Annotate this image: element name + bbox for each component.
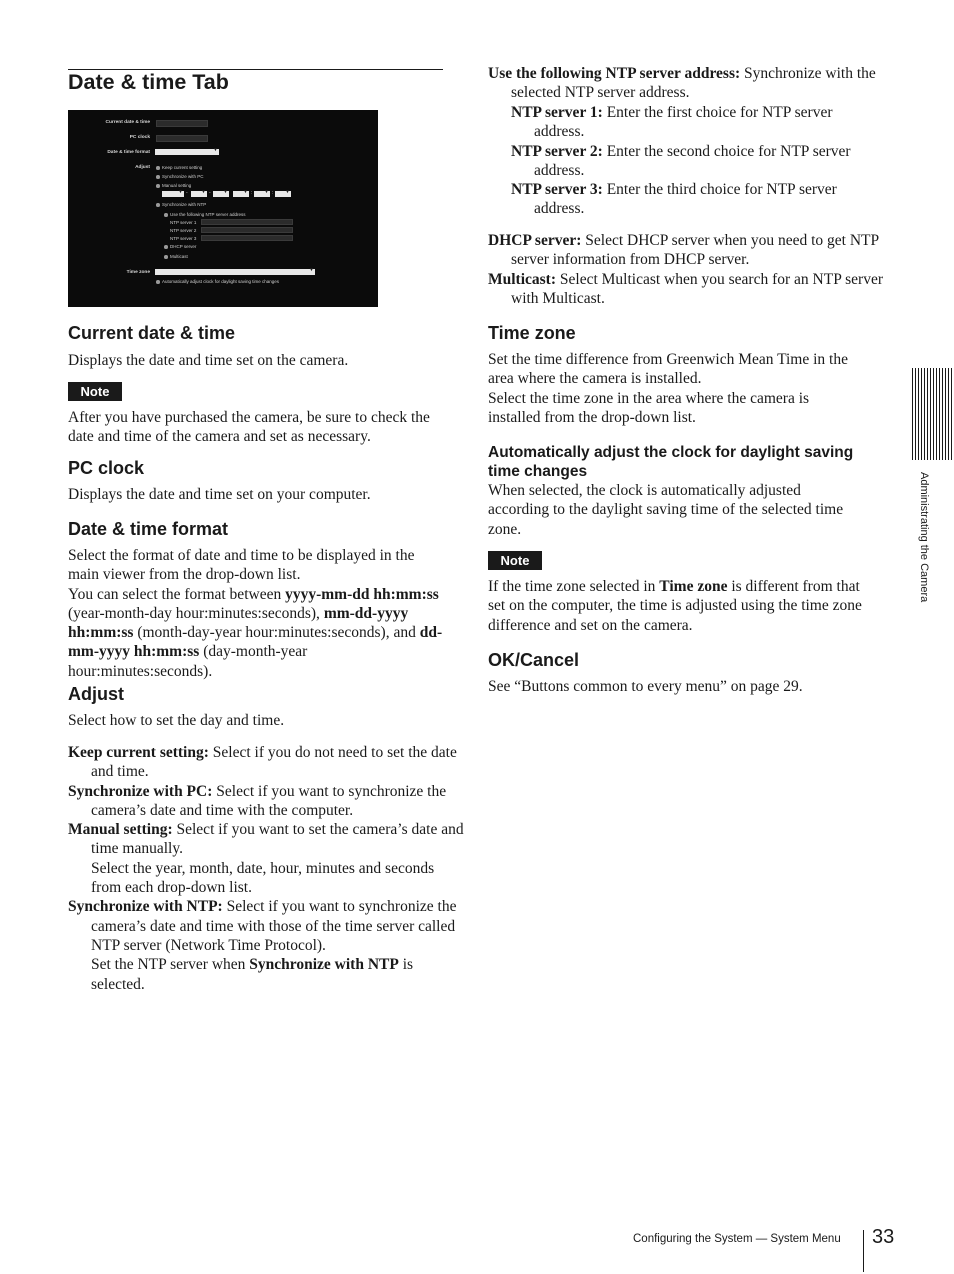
def-manual: Manual setting: Select if you want to set the camera’s date and time manually. Select the year, month, date, hour, minutes and seconds from each drop-down list.	[68, 821, 464, 897]
shot-ntp3-field	[201, 235, 293, 241]
shot-label-timezone: Time zone	[126, 270, 150, 275]
def-ntp1: NTP server 1: Enter the first choice for NTP server address.	[511, 104, 833, 141]
shot-opt-ntp: Synchronize with NTP	[162, 202, 207, 207]
definition-list-dhcp	[488, 231, 885, 308]
shot-second-select	[275, 191, 291, 197]
chapter-tab-label: Administrating the Camera	[918, 472, 930, 603]
shot-ntp3-label: NTP server 3	[170, 236, 197, 241]
shot-ntp1-label: NTP server 1	[170, 220, 197, 225]
shot-minute-select	[254, 191, 270, 197]
note-badge: Note	[68, 382, 122, 401]
note-text: After you have purchased the camera, be sure to check the date and time of the camera and set as necessary.	[68, 409, 430, 446]
shot-radio	[156, 166, 160, 170]
adjust-text: Select how to set the day and time.	[68, 712, 285, 729]
current-date-time-text: Displays the date and time set on the camera.	[68, 352, 349, 369]
shot-hour-select	[233, 191, 249, 197]
def-sync-pc: Synchronize with PC: Select if you want to synchronize the camera’s date and time with the computer.	[68, 782, 447, 819]
shot-opt-sync-pc: Synchronize with PC	[162, 174, 204, 179]
format-option: yyyy-mm-dd hh:mm:ss	[285, 585, 439, 603]
ok-cancel-text: See “Buttons common to every menu” on page 29.	[488, 678, 803, 695]
page-number: 33	[872, 1226, 895, 1248]
shot-ntp-use: Use the following NTP server address	[170, 212, 246, 217]
auto-dst-text: When selected, the clock is automatically adjusted according to the daylight saving time of the selected time zone.	[488, 482, 844, 538]
shot-opt-manual: Manual setting	[162, 183, 192, 188]
shot-radio	[164, 245, 168, 249]
pc-clock-text: Displays the date and time set on your computer.	[68, 486, 371, 503]
note-badge: Note	[488, 551, 542, 570]
def-sync-ntp: Synchronize with NTP: Select if you want to synchronize the camera’s date and time with those of the time server called NTP server (Network Time Protocol). Set the NTP server when Synchronize with NTP is selected.	[68, 898, 457, 993]
definition-list-ntp-servers	[511, 103, 885, 219]
chapter-tab-stripes	[912, 368, 954, 460]
shot-ntp2-field	[201, 227, 293, 233]
def-keep-current: Keep current setting: Select if you do not need to set the date and time.	[68, 744, 457, 781]
def-use-ntp: Use the following NTP server address: Synchronize with the selected NTP server address.	[488, 65, 876, 102]
pc-clock-heading: PC clock	[68, 458, 145, 478]
def-dhcp: DHCP server: Select DHCP server when you need to get NTP server information from DHCP server.	[488, 232, 879, 269]
current-date-time-heading: Current date & time	[68, 323, 236, 343]
time-zone-heading: Time zone	[488, 323, 576, 343]
shot-day-select	[213, 191, 229, 197]
page-title: Date & time Tab	[68, 70, 229, 94]
format-option: mm-dd-yyyy hh:mm:ss	[68, 604, 409, 642]
shot-ntp2-label: NTP server 2	[170, 228, 197, 233]
page-number-rule	[863, 1230, 864, 1272]
shot-timezone-select	[155, 269, 315, 275]
def-multicast: Multicast: Select Multicast when you search for an NTP server with Multicast.	[488, 270, 883, 307]
shot-year-select	[162, 191, 184, 197]
shot-month-select	[191, 191, 207, 197]
shot-current-field	[156, 120, 208, 127]
shot-radio	[164, 213, 168, 217]
note-text-timezone: If the time zone selected in Time zone is different from that set on the computer, the time is adjusted using the time zone difference and set on the camera.	[488, 578, 862, 634]
shot-ntp1-field	[201, 219, 293, 225]
shot-radio	[164, 255, 168, 259]
shot-dst-label: Automatically adjust clock for daylight saving time changes	[162, 279, 280, 284]
def-ntp2: NTP server 2: Enter the second choice for NTP server address.	[511, 142, 851, 179]
shot-label-format: Date & time format	[107, 150, 150, 155]
ok-cancel-heading: OK/Cancel	[488, 650, 580, 670]
auto-dst-heading: Automatically adjust the clock for daylight saving time changes	[488, 444, 854, 480]
shot-format-select	[155, 149, 219, 155]
shot-opt-keep: Keep current setting	[162, 165, 203, 170]
definition-list-adjust	[68, 743, 467, 994]
adjust-heading: Adjust	[68, 684, 124, 704]
definition-list-ntp	[488, 64, 885, 103]
shot-ntp-dhcp: DHCP server	[170, 244, 197, 249]
format-text: Select the format of date and time to be displayed in the main viewer from the drop-down list. You can select the format between yyyy-mm-dd hh:mm:ss (year-month-day hour:minutes:seconds), mm-dd-yyyy hh:mm:ss (month-day-year hour:minutes:seconds), and dd-mm-yyyy hh:mm:ss (day-month-year hour:minutes:seconds).	[68, 547, 443, 680]
format-option: dd-mm-yyyy hh:mm:ss	[68, 624, 443, 661]
shot-ntp-multicast: Multicast	[170, 254, 188, 259]
shot-pc-field	[156, 135, 208, 142]
shot-radio	[156, 203, 160, 207]
running-footer: Configuring the System — System Menu	[633, 1233, 841, 1245]
shot-label-adjust: Adjust	[135, 165, 150, 170]
shot-label-current: Current date & time	[105, 120, 150, 125]
shot-label-pc: PC clock	[129, 135, 150, 140]
shot-radio	[156, 175, 160, 179]
time-zone-text: Set the time difference from Greenwich Mean Time in the area where the camera is installed. Select the time zone in the area where the camera is installed from the drop-down list.	[488, 351, 848, 426]
shot-checkbox	[156, 280, 160, 284]
def-ntp3: NTP server 3: Enter the third choice for NTP server address.	[511, 181, 837, 218]
shot-radio	[156, 184, 160, 188]
date-time-tab-screenshot: Current date & time PC clock Date & time format ▼ Adjust Keep current setting Synchronize with PC Manual setting ▼ - ▼ - ▼ ▼ : ▼ : ▼ Synchronize with NTP Use the following NTP server address NTP server 1 NTP server 2 NTP server 3 DHCP server Multicast Time zone ▼ Automatically adjust clock for daylight saving time changes	[68, 110, 378, 307]
date-time-format-heading: Date & time format	[68, 519, 229, 539]
